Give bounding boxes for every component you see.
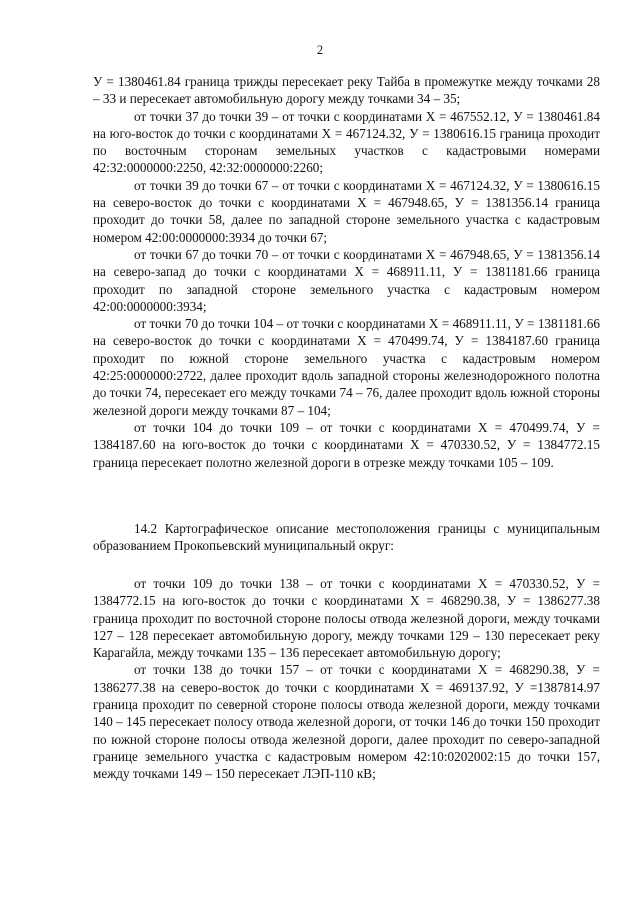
page-number: 2	[316, 43, 324, 57]
paragraph: от точки 39 до точки 67 – от точки с координатами Х = 467124.32, У = 1380616.15 на северо-восток до точки с координатами Х = 467948.65, У = 1381356.14 граница проходит до точки 58, далее по западной стороне земельного участка с кадастровым номером 42:00:0000000:3934 до точки 67;	[93, 177, 600, 245]
paragraph: от точки 37 до точки 39 – от точки с координатами Х = 467552.12, У = 1380461.84 на юго-восток до точки с координатами Х = 467124.32, У = 1380616.15 граница проходит по восточным сторонам земельных участков с кадастровыми номерами 42:32:0000000:2250, 42:32:0000000:2260;	[93, 108, 600, 176]
paragraph: от точки 70 до точки 104 – от точки с координатами Х = 468911.11, У = 1381181.66 на северо-восток до точки с координатами Х = 470499.74, У = 1384187.60 граница проходит по южной стороне земельного участка с кадастровым номером 42:25:0000000:2722, далее проходит вдоль западной стороны железнодорожного полотна до точки 74, пересекает его между точками 74 – 76, далее проходит вдоль южной стороны железной дороги между точками 87 – 104;	[93, 316, 600, 418]
paragraph: от точки 67 до точки 70 – от точки с координатами Х = 467948.65, У = 1381356.14 на северо-запад до точки с координатами Х = 468911.11, У = 1381181.66 граница проходит по западной стороне земельного участка с кадастровым номером 42:00:0000000:3934;	[93, 246, 600, 314]
paragraph: У = 1380461.84 граница трижды пересекает реку Тайба в промежутке между точками 28 – 33 и пересекает автомобильную дорогу между точками 34 – 35;	[93, 74, 600, 107]
boundary-description-section	[93, 575, 600, 783]
paragraph: от точки 104 до точки 109 – от точки с координатами Х = 470499.74, У = 1384187.60 на юго-восток до точки с координатами Х = 470330.52, У = 1384772.15 граница пересекает полотно железной дороги в отрезке между точками 105 – 109.	[93, 419, 600, 470]
section-heading-block	[93, 520, 600, 555]
boundary-description-section	[93, 73, 600, 471]
paragraph: от точки 109 до точки 138 – от точки с координатами Х = 470330.52, У = 1384772.15 на юго-восток до точки с координатами Х = 468290.38, У = 1386277.38 граница проходит по восточной стороне полосы отвода железной дороги, между точками 127 – 128 пересекает автомобильную дорогу, между точками 129 – 130 пересекает реку Карагайла, между точками 135 – 136 пересекает автомобильную дорогу;	[93, 576, 600, 661]
section-heading: 14.2 Картографическое описание местоположения границы с муниципальным образованием Прокопьевский муниципальный округ:	[93, 521, 600, 554]
paragraph: от точки 138 до точки 157 – от точки с координатами Х = 468290.38, У = 1386277.38 на северо-восток до точки с координатами Х = 469137.92, У =1387814.97 граница проходит по северной стороне полосы отвода железной дороги, между точками 140 – 145 пересекает полосу отвода железной дороги, от точки 146 до точки 150 проходит по южной стороне полосы отвода железной дороги, далее проходит по северо-западной границе земельного участка с кадастровым номером 42:10:0202002:15 до точки 157, между точками 149 – 150 пересекает ЛЭП-110 кВ;	[93, 662, 600, 782]
